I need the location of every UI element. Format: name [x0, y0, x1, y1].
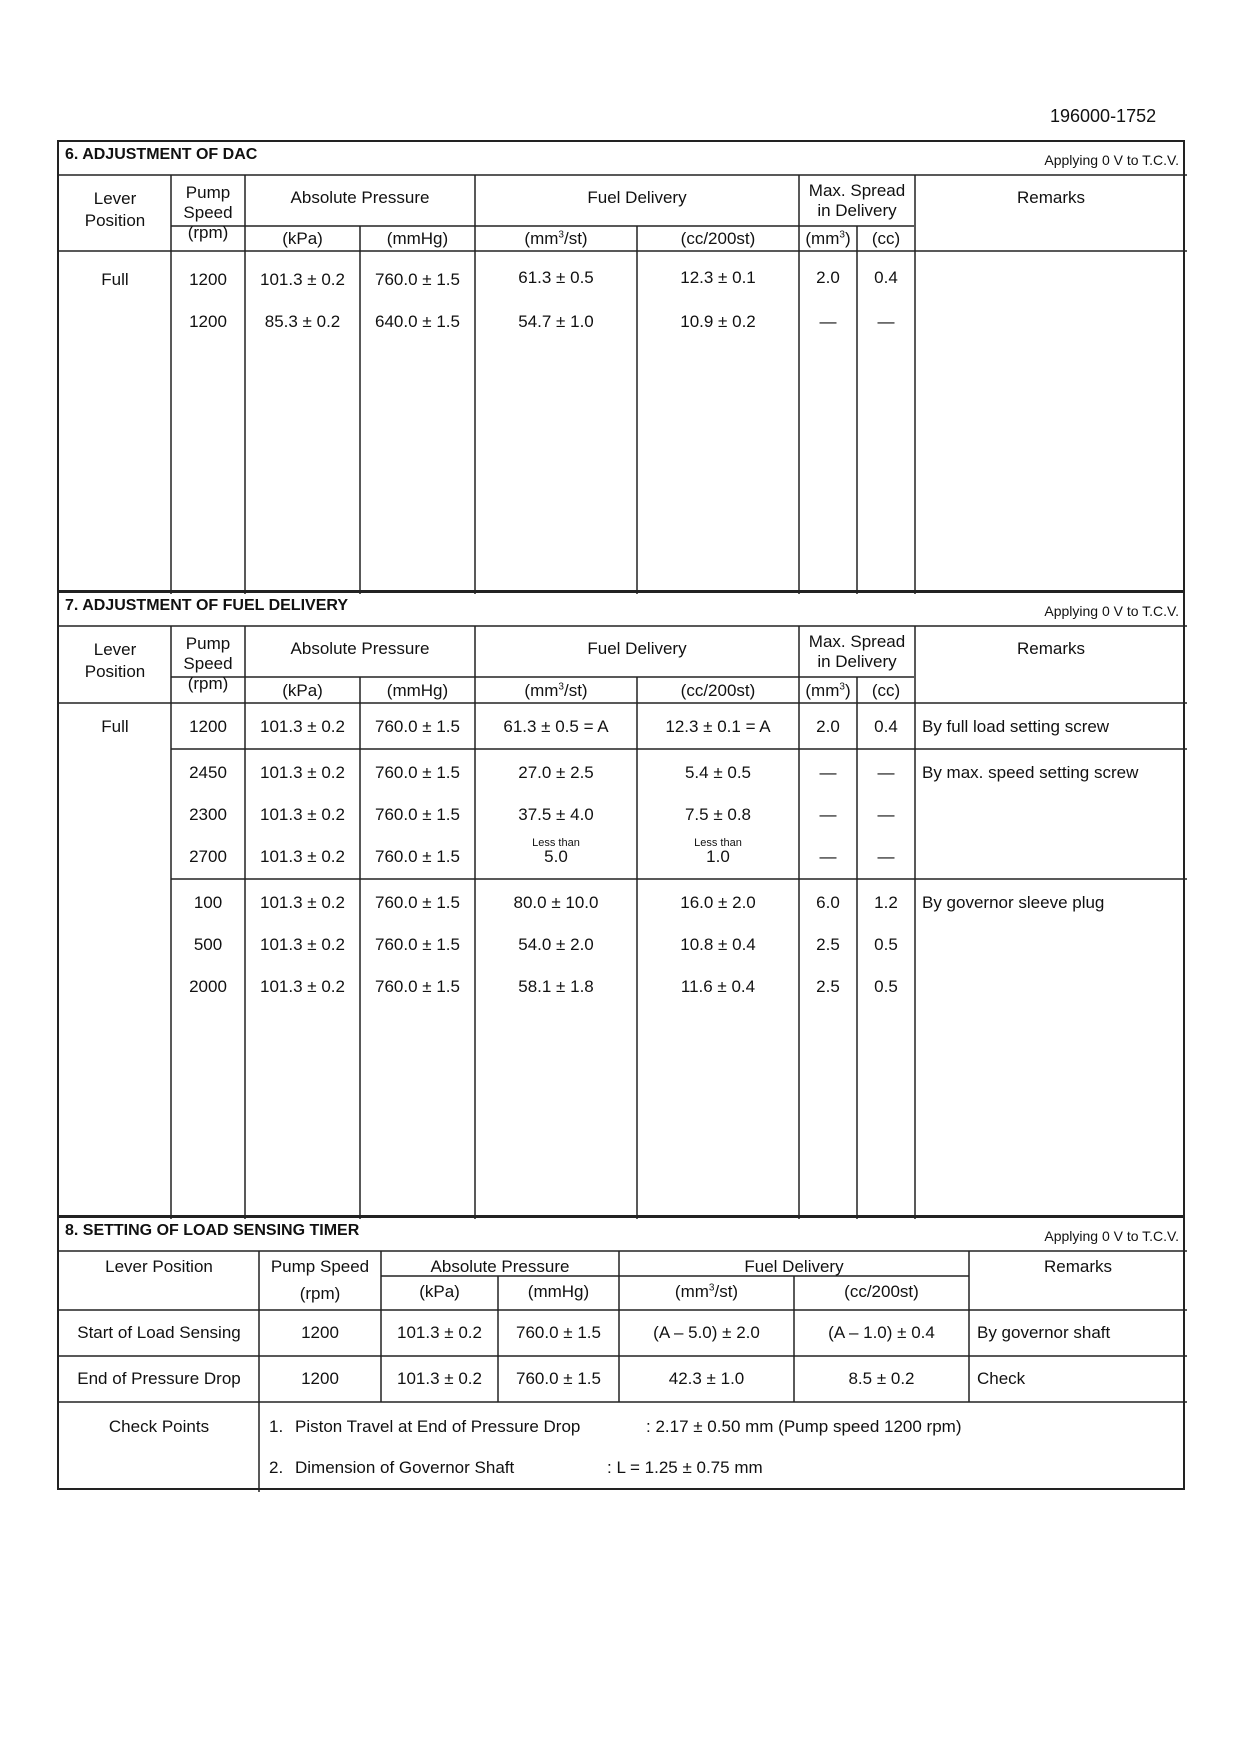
cell-remarks: By governor shaft: [977, 1323, 1111, 1342]
cell-kpa: 101.3 ± 0.2: [260, 717, 345, 736]
header-mmhg: (mmHg): [527, 1282, 590, 1301]
cell-spread-mm3: 6.0: [816, 893, 840, 912]
cell-cc200: 7.5 ± 0.8: [684, 805, 752, 824]
cell-cc200: 16.0 ± 2.0: [680, 893, 756, 912]
header-rpm: (rpm): [299, 1284, 341, 1303]
cell-mmhg: 640.0 ± 1.5: [375, 312, 460, 331]
cell-speed: 1200: [189, 717, 227, 736]
cell-remarks: Check: [977, 1369, 1026, 1388]
cell-kpa: 101.3 ± 0.2: [397, 1323, 482, 1342]
header-absolute-pressure: Absolute Pressure: [290, 188, 430, 207]
check-point-text: Piston Travel at End of Pressure Drop: [295, 1417, 581, 1436]
cell-kpa: 101.3 ± 0.2: [397, 1369, 482, 1388]
cell-speed: 1200: [301, 1323, 339, 1342]
header-remarks: Remarks: [1043, 1257, 1112, 1276]
cell-spread-mm3: —: [819, 847, 837, 866]
cell-speed: 2300: [189, 805, 227, 824]
cell-mm3: 5.0: [544, 847, 568, 866]
cell-mm3: 80.0 ± 10.0: [513, 893, 599, 912]
cell-kpa: 101.3 ± 0.2: [260, 805, 345, 824]
cell-speed: 1200: [189, 270, 227, 289]
check-points-label: Check Points: [108, 1417, 210, 1436]
cell-spread-cc: —: [877, 805, 895, 824]
header-pump: Pump: [185, 183, 231, 202]
cell-mmhg: 760.0 ± 1.5: [375, 717, 460, 736]
cell-mm3: (A – 5.0) ± 2.0: [653, 1323, 760, 1342]
cell-label: Start of Load Sensing: [77, 1323, 241, 1342]
header-position: Position: [84, 662, 146, 681]
cell-remarks: By governor sleeve plug: [922, 893, 1105, 912]
header-spread-cc: (cc): [871, 229, 901, 248]
header-mm3-st: $(mm^3/st)$: [524, 681, 588, 700]
cell-mm3: 58.1 ± 1.8: [518, 977, 594, 996]
cell-mm3: 54.0 ± 2.0: [518, 935, 594, 954]
header-fuel-delivery: Fuel Delivery: [587, 639, 687, 658]
section-title: 6. ADJUSTMENT OF DAC: [65, 146, 258, 163]
cell-speed: 2700: [189, 847, 227, 866]
header-lever: Lever: [93, 640, 137, 659]
cell-spread-cc: 0.5: [874, 935, 898, 954]
cell-mmhg: 760.0 ± 1.5: [375, 805, 460, 824]
cell-spread-mm3: 2.5: [816, 977, 840, 996]
header-fuel-delivery: Fuel Delivery: [587, 188, 687, 207]
cell-cc200: 12.3 ± 0.1: [680, 268, 756, 287]
cell-mm3: 27.0 ± 2.5: [518, 763, 594, 782]
cell-kpa: 101.3 ± 0.2: [260, 893, 345, 912]
header-max-spread: Max. Spread: [808, 632, 906, 651]
cell-mmhg: 760.0 ± 1.5: [375, 977, 460, 996]
header-rpm: (rpm): [187, 674, 229, 693]
header-spread-mm3: $(mm^3)$: [805, 229, 851, 248]
section-note: Applying 0 V to T.C.V.: [1044, 152, 1179, 168]
check-point-number: 1.: [269, 1417, 284, 1436]
cell-spread-mm3: 2.0: [816, 717, 840, 736]
cell-spread-mm3: 2.5: [816, 935, 840, 954]
cell-cc200: (A – 1.0) ± 0.4: [828, 1323, 935, 1342]
header-fuel-delivery: Fuel Delivery: [744, 1257, 844, 1276]
cell-mmhg: 760.0 ± 1.5: [375, 935, 460, 954]
header-spread-cc: (cc): [871, 681, 901, 700]
header-pump: Pump: [185, 634, 231, 653]
cell-spread-cc: —: [877, 763, 895, 782]
check-point-value: : 2.17 ± 0.50 mm (Pump speed 1200 rpm): [646, 1417, 962, 1436]
cell-spread-mm3: —: [819, 312, 837, 331]
header-cc-200st: (cc/200st): [680, 681, 756, 700]
cell-kpa: 101.3 ± 0.2: [260, 847, 345, 866]
cell-speed: 1200: [301, 1369, 339, 1388]
section-title: 8. SETTING OF LOAD SENSING TIMER: [65, 1222, 360, 1239]
cell-kpa: 101.3 ± 0.2: [260, 270, 345, 289]
cell-kpa: 85.3 ± 0.2: [264, 312, 341, 331]
header-mm3-st: $(mm^3/st)$: [674, 1282, 739, 1301]
cell-mmhg: 760.0 ± 1.5: [375, 893, 460, 912]
less-than-label: Less than: [694, 837, 742, 849]
header-kpa: (kPa): [282, 229, 323, 248]
cell-kpa: 101.3 ± 0.2: [260, 977, 345, 996]
section-note: Applying 0 V to T.C.V.: [1044, 603, 1179, 619]
header-mm3-st: $(mm^3/st)$: [524, 229, 588, 248]
header-kpa: (kPa): [282, 681, 323, 700]
cell-kpa: 101.3 ± 0.2: [260, 935, 345, 954]
cell-remarks: By full load setting screw: [922, 717, 1110, 736]
header-absolute-pressure: Absolute Pressure: [430, 1257, 570, 1276]
cell-spread-mm3: 2.0: [816, 268, 840, 287]
cell-cc200: 8.5 ± 0.2: [848, 1369, 915, 1388]
cell-mmhg: 760.0 ± 1.5: [516, 1369, 601, 1388]
header-in-delivery: in Delivery: [817, 201, 897, 220]
cell-cc200: 10.8 ± 0.4: [680, 935, 756, 954]
header-position: Position: [84, 211, 146, 230]
section-title: 7. ADJUSTMENT OF FUEL DELIVERY: [65, 597, 348, 614]
header-rpm: (rpm): [187, 223, 229, 242]
cell-mmhg: 760.0 ± 1.5: [375, 270, 460, 289]
cell-mm3: 37.5 ± 4.0: [518, 805, 594, 824]
header-in-delivery: in Delivery: [817, 652, 897, 671]
header-remarks: Remarks: [1016, 188, 1085, 207]
cell-spread-cc: —: [877, 847, 895, 866]
check-point-number: 2.: [269, 1458, 284, 1477]
cell-lever: Full: [101, 270, 129, 289]
document-number: 196000-1752: [1050, 106, 1157, 126]
cell-spread-cc: 0.4: [874, 268, 898, 287]
header-mmhg: (mmHg): [386, 229, 449, 248]
header-absolute-pressure: Absolute Pressure: [290, 639, 430, 658]
header-pump-speed: Pump Speed: [270, 1257, 370, 1276]
cell-spread-mm3: —: [819, 805, 837, 824]
cell-mm3: 54.7 ± 1.0: [518, 312, 594, 331]
cell-spread-cc: 1.2: [874, 893, 898, 912]
cell-cc200: 5.4 ± 0.5: [684, 763, 752, 782]
section-adjustment-of-dac: [57, 140, 1185, 592]
header-kpa: (kPa): [419, 1282, 460, 1301]
section-note: Applying 0 V to T.C.V.: [1044, 1228, 1179, 1244]
section-adjustment-of-fuel-delivery: [57, 591, 1185, 1217]
cell-speed: 500: [193, 935, 223, 954]
cell-cc200: 11.6 ± 0.4: [680, 977, 756, 996]
check-point-value: : L = 1.25 ± 0.75 mm: [607, 1458, 763, 1477]
cell-spread-cc: 0.4: [874, 717, 898, 736]
cell-cc200: 1.0: [706, 847, 730, 866]
header-cc-200st: (cc/200st): [680, 229, 756, 248]
header-speed: Speed: [183, 654, 233, 673]
header-mmhg: (mmHg): [386, 681, 449, 700]
cell-lever: Full: [101, 717, 129, 736]
header-lever: Lever: [93, 189, 137, 208]
header-remarks: Remarks: [1016, 639, 1085, 658]
cell-mm3: 61.3 ± 0.5 = A: [503, 717, 609, 736]
cell-spread-cc: 0.5: [874, 977, 898, 996]
header-spread-mm3: $(mm^3)$: [805, 681, 851, 700]
cell-cc200: 10.9 ± 0.2: [680, 312, 756, 331]
cell-speed: 2450: [189, 763, 227, 782]
cell-spread-mm3: —: [819, 763, 837, 782]
cell-mm3: 42.3 ± 1.0: [668, 1369, 745, 1388]
less-than-label: Less than: [532, 837, 580, 849]
header-max-spread: Max. Spread: [808, 181, 906, 200]
cell-cc200: 12.3 ± 0.1 = A: [665, 717, 771, 736]
cell-speed: 1200: [189, 312, 227, 331]
cell-mmhg: 760.0 ± 1.5: [375, 763, 460, 782]
cell-remarks: By max. speed setting screw: [922, 763, 1139, 782]
cell-mmhg: 760.0 ± 1.5: [516, 1323, 601, 1342]
section-setting-of-load-sensing-timer: [57, 1216, 1185, 1490]
header-lever-position: Lever Position: [105, 1257, 213, 1276]
cell-speed: 100: [193, 893, 223, 912]
header-cc-200st: (cc/200st): [844, 1282, 919, 1301]
cell-mm3: 61.3 ± 0.5: [518, 268, 594, 287]
cell-kpa: 101.3 ± 0.2: [260, 763, 345, 782]
cell-spread-cc: —: [877, 312, 895, 331]
header-speed: Speed: [183, 203, 233, 222]
cell-mmhg: 760.0 ± 1.5: [375, 847, 460, 866]
check-point-text: Dimension of Governor Shaft: [295, 1458, 515, 1477]
cell-label: End of Pressure Drop: [77, 1369, 241, 1388]
cell-speed: 2000: [189, 977, 227, 996]
